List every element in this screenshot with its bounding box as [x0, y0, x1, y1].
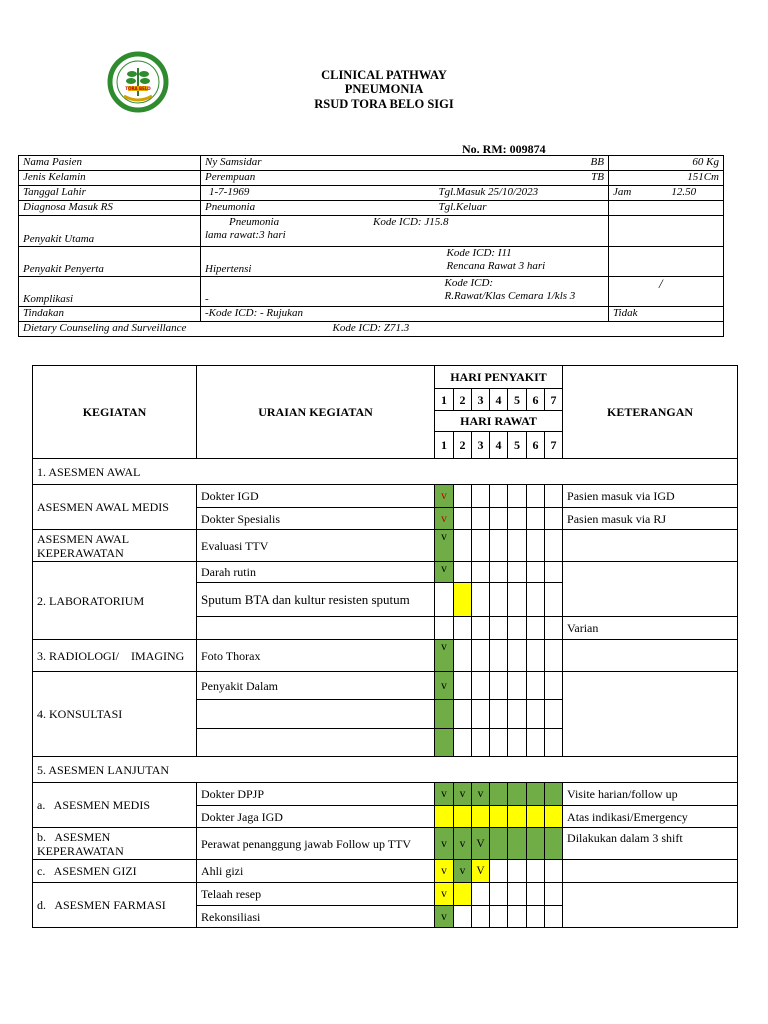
value-tb: 151Cm: [609, 171, 724, 186]
day-cell: [545, 562, 563, 583]
day-cell-planned: [490, 806, 508, 828]
pathway-table: [32, 365, 738, 928]
kegiatan-asesmen-awal-medis: ASESMEN AWAL MEDIS: [33, 485, 197, 530]
komplikasi-detail: [433, 277, 609, 307]
ket-empty: [563, 530, 738, 562]
day-cell: [472, 508, 490, 530]
value-tidak: Tidak: [609, 307, 724, 322]
day-cell: [527, 672, 545, 700]
label-diagnosa-masuk: Diagnosa Masuk RS: [19, 201, 201, 216]
patient-info-table: [18, 155, 724, 337]
uraian-empty: [197, 700, 435, 729]
day-cell: [527, 883, 545, 906]
ket-atas-indikasi: Atas indikasi/Emergency: [563, 806, 738, 828]
day-cell-checked: V: [472, 860, 490, 883]
day-cell: [508, 562, 527, 583]
day-cell: [545, 860, 563, 883]
day-cell: [508, 729, 527, 757]
day-cell-planned: [472, 806, 490, 828]
day-cell-filled: [527, 828, 545, 860]
uraian-rekonsiliasi: Rekonsiliasi: [197, 906, 435, 928]
kegiatan-radiologi: 3. RADIOLOGI/ IMAGING: [33, 640, 197, 672]
value-penyakit-penyerta: Hipertensi: [201, 247, 433, 277]
ket-visite: Visite harian/follow up: [563, 783, 738, 806]
day-number: 1: [435, 432, 454, 459]
day-cell-checked: v: [454, 828, 472, 860]
day-cell-planned: [454, 883, 472, 906]
ket-shift: Dilakukan dalam 3 shift: [563, 828, 738, 860]
day-number: 1: [435, 389, 454, 411]
empty-cell: [609, 201, 724, 216]
day-cell: [454, 729, 472, 757]
day-cell-filled: [508, 828, 527, 860]
rencana-rawat: Rencana Rawat 3 hari: [446, 260, 546, 272]
day-cell: [454, 640, 472, 672]
uraian-dokter-dpjp: Dokter DPJP: [197, 783, 435, 806]
uraian-sputum: Sputum BTA dan kultur resisten sputum: [197, 583, 435, 617]
ket-empty: [563, 672, 738, 757]
label-tindakan: Tindakan: [19, 307, 201, 322]
section-asesmen-awal: 1. ASESMEN AWAL: [33, 459, 738, 485]
day-number: 4: [490, 389, 508, 411]
day-cell: [508, 530, 527, 562]
day-cell: [545, 485, 563, 508]
ket-rj: Pasien masuk via RJ: [563, 508, 738, 530]
doc-title-line1: CLINICAL PATHWAY: [321, 68, 447, 82]
lama-rawat: lama rawat:3 hari: [205, 229, 286, 241]
day-cell: [490, 640, 508, 672]
kegiatan-asesmen-gizi: c. ASESMEN GIZI: [33, 860, 197, 883]
value-tgl-masuk: Tgl.Masuk 25/10/2023: [433, 186, 609, 201]
day-cell-filled: [435, 700, 454, 729]
header-keterangan: KETERANGAN: [563, 366, 738, 459]
uraian-dokter-jaga-igd: Dokter Jaga IGD: [197, 806, 435, 828]
uraian-dokter-igd: Dokter IGD: [197, 485, 435, 508]
day-cell: [508, 617, 527, 640]
penyerta-detail: [433, 247, 609, 277]
day-cell: [508, 672, 527, 700]
value-jam: 12.50: [671, 186, 697, 198]
label-jam: Jam: [613, 186, 632, 198]
penyerta-kode: Kode ICD: I11: [446, 247, 512, 259]
day-cell: [508, 508, 527, 530]
day-cell-checked: v: [435, 883, 454, 906]
day-cell: [527, 640, 545, 672]
label-bb: BB: [433, 156, 609, 171]
day-cell: [472, 729, 490, 757]
day-cell-checked: v: [454, 783, 472, 806]
day-cell-checked: V: [472, 828, 490, 860]
day-number: 2: [454, 389, 472, 411]
day-cell: [454, 617, 472, 640]
day-cell-checked: v: [454, 860, 472, 883]
day-cell: [527, 530, 545, 562]
day-cell: [472, 672, 490, 700]
day-cell: [472, 883, 490, 906]
day-cell: [472, 700, 490, 729]
day-number: 7: [545, 432, 563, 459]
day-cell: [545, 530, 563, 562]
day-cell: [472, 906, 490, 928]
day-number: 3: [472, 432, 490, 459]
value-diagnosa-masuk: Pneumonia: [201, 201, 433, 216]
day-cell-filled: [527, 783, 545, 806]
day-number: 5: [508, 389, 527, 411]
day-cell: [527, 617, 545, 640]
day-cell: [490, 617, 508, 640]
day-cell-checked: v: [472, 783, 490, 806]
day-cell: [454, 508, 472, 530]
kegiatan-asesmen-farmasi: d. ASESMEN FARMASI: [33, 883, 197, 928]
day-cell: [545, 508, 563, 530]
day-cell: [490, 729, 508, 757]
label-penyakit-utama: Penyakit Utama: [19, 216, 201, 247]
day-cell: [527, 583, 545, 617]
day-cell-planned: [508, 806, 527, 828]
header-hari-penyakit: HARI PENYAKIT: [435, 366, 563, 389]
label-nama-pasien: Nama Pasien: [19, 156, 201, 171]
day-cell-checked: v: [435, 860, 454, 883]
day-cell: [472, 562, 490, 583]
hospital-logo: [104, 52, 172, 112]
ket-empty: [563, 562, 738, 617]
day-cell: [490, 883, 508, 906]
day-cell: [472, 485, 490, 508]
day-cell: [527, 906, 545, 928]
rawat-klas: R.Rawat/Klas Cemara 1/kls 3: [444, 290, 576, 302]
day-cell-filled: [508, 783, 527, 806]
day-cell: [508, 583, 527, 617]
day-cell: [472, 583, 490, 617]
day-cell: [508, 640, 527, 672]
day-cell: [527, 700, 545, 729]
dietary-kode: Kode ICD: Z71.3: [332, 322, 410, 334]
day-cell-checked: v: [435, 508, 454, 530]
uraian-dokter-spesialis: Dokter Spesialis: [197, 508, 435, 530]
uraian-foto-thorax: Foto Thorax: [197, 640, 435, 672]
doc-title-line2: PNEUMONIA: [344, 82, 424, 96]
day-cell: [527, 485, 545, 508]
day-cell: [435, 583, 454, 617]
day-cell: [454, 700, 472, 729]
day-cell: [472, 617, 490, 640]
day-cell: [545, 640, 563, 672]
day-cell: [545, 583, 563, 617]
uraian-empty: [197, 729, 435, 757]
day-cell-filled: [435, 729, 454, 757]
jam-cell: [609, 186, 724, 201]
day-cell: [490, 530, 508, 562]
section-asesmen-lanjutan: 5. ASESMEN LANJUTAN: [33, 757, 738, 783]
value-jenis-kelamin: Perempuan: [201, 171, 433, 186]
day-cell: [490, 860, 508, 883]
day-cell: [527, 860, 545, 883]
day-cell: [527, 508, 545, 530]
day-cell-filled: [490, 783, 508, 806]
day-cell: [508, 700, 527, 729]
day-cell-planned: [435, 806, 454, 828]
slash-mark: /: [609, 277, 724, 307]
day-cell: [508, 860, 527, 883]
label-tanggal-lahir: Tanggal Lahir: [19, 186, 201, 201]
value-tindakan: -Kode ICD: - Rujukan: [201, 307, 609, 322]
header-uraian: URAIAN KEGIATAN: [197, 366, 435, 459]
kegiatan-konsultasi: 4. KONSULTASI: [33, 672, 197, 757]
value-tgl-keluar: Tgl.Keluar: [433, 201, 609, 216]
label-dietary: Dietary Counseling and Surveillance: [19, 322, 433, 337]
day-cell: [472, 640, 490, 672]
day-cell: [527, 562, 545, 583]
day-cell: [545, 672, 563, 700]
medical-record-number: No. RM: 009874: [462, 142, 546, 156]
day-cell-checked: v: [435, 530, 454, 562]
day-cell-checked: v: [435, 672, 454, 700]
day-cell-checked: v: [435, 906, 454, 928]
day-cell: [454, 906, 472, 928]
day-number: 7: [545, 389, 563, 411]
dietary-kode-cell: [332, 322, 724, 337]
day-cell: [508, 883, 527, 906]
day-cell: [472, 530, 490, 562]
utama-name: Pneumonia: [229, 216, 280, 228]
svg-text:TORA BELO: TORA BELO: [125, 86, 151, 91]
ket-empty: [563, 860, 738, 883]
day-number: 4: [490, 432, 508, 459]
uraian-empty: [197, 617, 435, 640]
header-hari-rawat: HARI RAWAT: [435, 411, 563, 432]
header-kegiatan: KEGIATAN: [33, 366, 197, 459]
uraian-ahli-gizi: Ahli gizi: [197, 860, 435, 883]
day-cell: [490, 562, 508, 583]
empty-cell: [609, 216, 724, 247]
ket-empty: [563, 640, 738, 672]
uraian-telaah-resep: Telaah resep: [197, 883, 435, 906]
doc-title-line3: RSUD TORA BELO SIGI: [314, 97, 454, 111]
utama-kode: Kode ICD: J15.8: [373, 216, 449, 228]
kegiatan-laboratorium: 2. LABORATORIUM: [33, 562, 197, 640]
uraian-evaluasi-ttv: Evaluasi TTV: [197, 530, 435, 562]
day-number: 2: [454, 432, 472, 459]
day-cell: [454, 562, 472, 583]
day-cell: [545, 617, 563, 640]
day-cell: [490, 672, 508, 700]
day-cell: [545, 700, 563, 729]
day-cell-filled: [545, 828, 563, 860]
day-cell: [454, 485, 472, 508]
day-cell: [527, 729, 545, 757]
day-number: 3: [472, 389, 490, 411]
day-cell: [490, 485, 508, 508]
day-cell-planned: [545, 806, 563, 828]
day-cell-planned: [527, 806, 545, 828]
ket-varian: Varian: [563, 617, 738, 640]
day-cell-filled: [490, 828, 508, 860]
day-cell: [454, 530, 472, 562]
label-komplikasi: Komplikasi: [19, 277, 201, 307]
day-cell-filled: [545, 783, 563, 806]
ket-empty: [563, 883, 738, 928]
day-cell: [435, 617, 454, 640]
uraian-darah-rutin: Darah rutin: [197, 562, 435, 583]
empty-cell: [609, 247, 724, 277]
komplikasi-kode: Kode ICD:: [444, 277, 494, 289]
day-cell-checked: v: [435, 485, 454, 508]
day-number: 5: [508, 432, 527, 459]
day-cell-planned: [454, 806, 472, 828]
value-nama-pasien: Ny Samsidar: [201, 156, 433, 171]
day-cell: [508, 906, 527, 928]
value-penyakit-utama: [201, 216, 609, 247]
day-cell: [545, 883, 563, 906]
label-penyakit-penyerta: Penyakit Penyerta: [19, 247, 201, 277]
value-tanggal-lahir: 1-7-1969: [201, 186, 433, 201]
kegiatan-asesmen-keperawatan: b. ASESMEN KEPERAWATAN: [33, 828, 197, 860]
day-number: 6: [527, 432, 545, 459]
uraian-penyakit-dalam: Penyakit Dalam: [197, 672, 435, 700]
day-cell: [545, 729, 563, 757]
value-komplikasi: -: [201, 277, 433, 307]
label-jenis-kelamin: Jenis Kelamin: [19, 171, 201, 186]
ket-igd: Pasien masuk via IGD: [563, 485, 738, 508]
label-tb: TB: [433, 171, 609, 186]
day-cell: [490, 583, 508, 617]
day-cell-checked: v: [435, 640, 454, 672]
day-cell: [545, 906, 563, 928]
day-cell: [490, 508, 508, 530]
day-cell-checked: v: [435, 562, 454, 583]
day-cell-checked: v: [435, 828, 454, 860]
day-cell: [490, 700, 508, 729]
day-cell-checked: v: [435, 783, 454, 806]
day-cell: [454, 672, 472, 700]
value-bb: 60 Kg: [609, 156, 724, 171]
day-number: 6: [527, 389, 545, 411]
day-cell: [508, 485, 527, 508]
uraian-perawat: Perawat penanggung jawab Follow up TTV: [197, 828, 435, 860]
kegiatan-asesmen-awal-keperawatan: ASESMEN AWAL KEPERAWATAN: [33, 530, 197, 562]
kegiatan-asesmen-medis: a. ASESMEN MEDIS: [33, 783, 197, 828]
day-cell-planned: [454, 583, 472, 617]
day-cell: [490, 906, 508, 928]
